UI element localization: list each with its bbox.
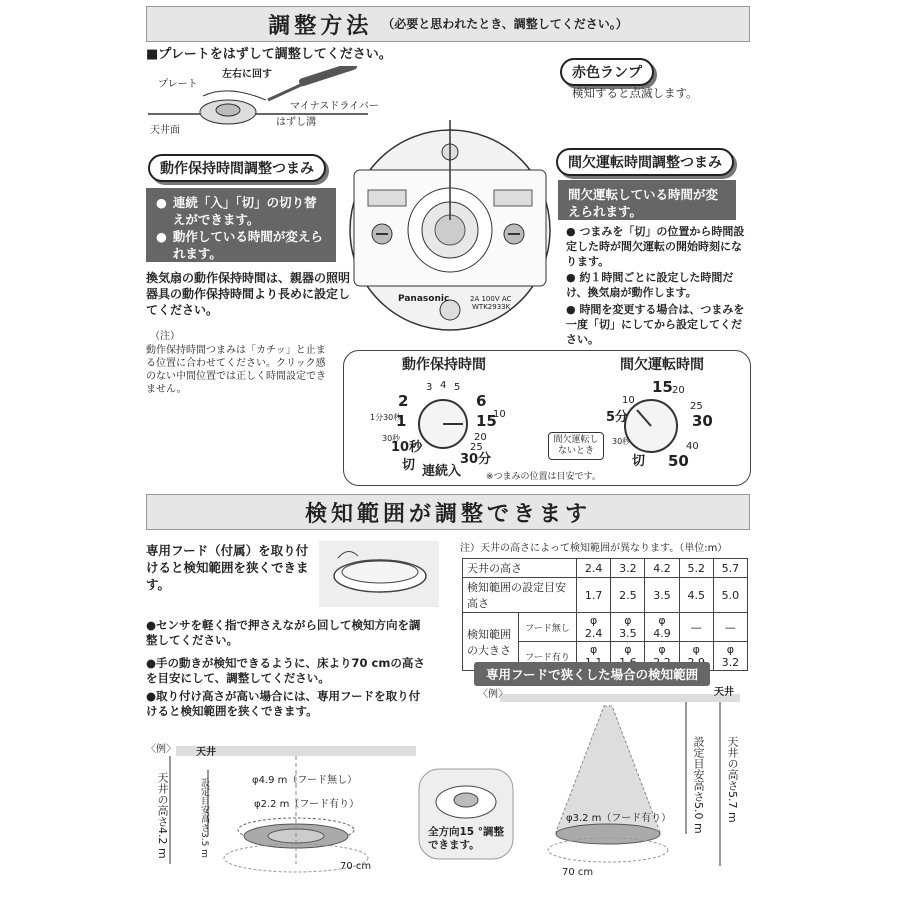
row-size-label: 検知範囲の大きさ (463, 613, 519, 671)
hold-mark-continuous: 連続入 (422, 464, 462, 479)
interval-knob-label: 間欠運転時間調整つまみ (556, 148, 734, 176)
interval-mark-off: 切 (632, 454, 646, 469)
cell: 5.0 (713, 578, 747, 613)
interval-mark-25: 25 (690, 401, 703, 412)
cell: 3.5 (645, 578, 679, 613)
hold-dial-title: 動作保持時間 (402, 357, 486, 373)
ceiling-face-label: 天井面 (150, 125, 180, 136)
cell: 1.7 (577, 578, 611, 613)
device-model: WTK2933K (472, 303, 511, 311)
cell: φ 2.4 (577, 613, 611, 642)
hold-mark-25: 25 (470, 442, 483, 453)
hold-mark-30s: 30秒 (382, 434, 401, 443)
interval-mark-20: 20 (672, 385, 685, 396)
cell: — (679, 613, 713, 642)
row-ceiling-label: 天井の高さ (463, 559, 577, 578)
plate-label: プレート (158, 79, 198, 90)
example1-hood: φ2.2 m（フード有り） (254, 799, 360, 810)
cell: 4.5 (679, 578, 713, 613)
cell: 2.4 (577, 559, 611, 578)
hold-mark-off: 切 (402, 458, 416, 473)
interval-mark-30: 30 (692, 412, 713, 430)
section1-subtitle: （必要と思われたとき、調整してください。） (382, 16, 628, 31)
section1-title: 調整方法 (268, 13, 373, 39)
cell: 3.2 (611, 559, 645, 578)
hold-mark-2: 2 (398, 392, 409, 410)
cell: 2.5 (611, 578, 645, 613)
interval-headline: 間欠運転している時間が変えられます。 (558, 180, 736, 220)
table-row (463, 578, 748, 613)
example2-hood: φ3.2 m（フード有り） (566, 813, 672, 824)
hold-mark-5: 5 (454, 382, 461, 393)
table-note: 注）天井の高さによって検知範囲が異なります。（単位:m） (460, 543, 728, 554)
cell: 5.7 (713, 559, 747, 578)
section1-banner (146, 6, 750, 42)
cell: φ (679, 642, 713, 671)
interval-mark-40: 40 (686, 441, 699, 452)
example1-tag: 〈例〉 (146, 744, 176, 755)
no-hood-label: フード無し (519, 613, 577, 642)
hold-knob-label: 動作保持時間調整つまみ (148, 154, 326, 182)
hold-knob-desc: 換気扇の動作保持時間は、親器の照明器具の動作保持時間より長めに設定してください。 (146, 271, 351, 317)
range-table (462, 558, 748, 671)
hold-bullet-2: 動作している時間が変えられます。 (172, 229, 323, 261)
hold-mark-20: 20 (474, 432, 487, 443)
groove-label: はずし溝 (276, 117, 316, 128)
hold-mark-1m30s: 1分30秒 (370, 413, 402, 422)
hold-note-title: （注） (150, 331, 180, 342)
hold-mark-15: 15 (476, 412, 497, 430)
interval-bullet-1: ● つまみを「切」の位置から時間設定した時が間欠運転の開始時刻になります。 (566, 225, 745, 268)
hold-knob-bullets: ● 連続「入」「切」の切り替えができます。 ● 動作している時間が変えられます。 (146, 188, 336, 262)
cell: φ (611, 642, 645, 671)
narrow-range-head: 専用フードで狭くした場合の検知範囲 (474, 662, 710, 686)
hold-mark-10: 10 (493, 409, 506, 420)
interval-mark-50: 50 (668, 452, 689, 470)
example1-ceiling-height: 天井の高さ4.2 m (156, 772, 169, 859)
cell: φ 3.2 (713, 642, 747, 671)
hold-mark-30m: 30分 (460, 452, 492, 467)
plate-note: ■プレートをはずして調整してください。 (146, 47, 392, 62)
hold-mark-3: 3 (426, 382, 433, 393)
hood-text: 専用フード（付属）を取り付けると検知範囲を狭くできます。 (146, 543, 309, 592)
hold-mark-6: 6 (476, 392, 487, 410)
driver-label: マイナスドライバー (290, 101, 379, 112)
sensor-device-drawing (340, 120, 560, 340)
adjust-bullet-2: ●手の動きが検知できるように、床より70 cmの高さを目安にして、調整してください。 (146, 656, 425, 685)
hold-bullet-1: 連続「入」「切」の切り替えができます。 (172, 195, 317, 227)
cell: — (713, 613, 747, 642)
example1-no-hood: φ4.9 m（フード無し） (252, 775, 358, 786)
cell: φ (577, 642, 611, 671)
example1-diagram (146, 740, 416, 900)
cell: φ 4.9 (645, 613, 679, 642)
section2-title: 検知範囲が調整できます (304, 501, 591, 527)
cell: φ 3.5 (611, 613, 645, 642)
hold-mark-10s: 10秒 (391, 440, 423, 455)
red-lamp-label: 赤色ランプ (560, 58, 654, 86)
example2-floor: 70 cm (562, 867, 594, 878)
interval-mark-30s: 30秒 (612, 437, 631, 446)
interval-mark-10: 10 (622, 395, 635, 406)
red-lamp-desc: 検知すると点滅します。 (572, 86, 698, 100)
section2-banner (146, 494, 750, 530)
example1-ceiling: 天井 (196, 747, 216, 758)
table-row (463, 613, 748, 642)
adjust-bullet-3: ●取り付け高さが高い場合には、専用フードを取り付けると検知範囲を狭くできます。 (146, 689, 421, 718)
example2-setting-height: 設定目安高さ5.0 m (692, 736, 705, 834)
turn-label: 左右に回す (222, 69, 272, 80)
cell: 4.2 (645, 559, 679, 578)
table-row (463, 559, 748, 578)
row-setting-label: 検知範囲の設定目安高さ (463, 578, 577, 613)
hold-mark-4: 4 (440, 380, 447, 391)
hood-label: フード有り (519, 642, 577, 671)
example2-tag: 〈例〉 (478, 689, 508, 700)
interval-dial-title: 間欠運転時間 (620, 357, 704, 373)
hood-illustration (318, 540, 440, 608)
device-rating: 2A 100V AC (470, 295, 512, 303)
interval-bullet-2: ● 約１時間ごとに設定した時間だけ、換気扇が動作します。 (566, 271, 734, 299)
example1-floor: 70 cm (340, 861, 372, 872)
example2-ceiling-height: 天井の高さ5.7 m (726, 736, 739, 823)
dial-footnote: ※つまみの位置は目安です。 (486, 472, 601, 482)
example2-ceiling: 天井 (714, 687, 734, 698)
cell: 5.2 (679, 559, 713, 578)
example2-diagram (500, 690, 750, 900)
interval-mark-5m: 5分 (606, 410, 629, 425)
interval-bullet-3: ● 時間を変更する場合は、つまみを一度「切」にしてから設定してください。 (566, 303, 745, 346)
cell: φ (645, 642, 679, 671)
interval-mark-15: 15 (652, 378, 673, 396)
hold-mark-1: 1 (396, 412, 407, 430)
device-brand: Panasonic (398, 294, 450, 304)
rotate-note: 全方向15 °調整できます。 (428, 826, 505, 851)
interval-off-callout: 間欠運転しないとき (548, 432, 604, 460)
hold-note: 動作保持時間つまみは「カチッ」と止まる位置に合わせてください。クリック感のない中間位置では正しく時間設定できません。 (146, 345, 326, 395)
example1-setting-height: 設定目安高さ3.5 m (199, 778, 209, 858)
adjust-bullet-1: ●センサを軽く指で押さえながら回して検知方向を調整してください。 (146, 618, 421, 647)
